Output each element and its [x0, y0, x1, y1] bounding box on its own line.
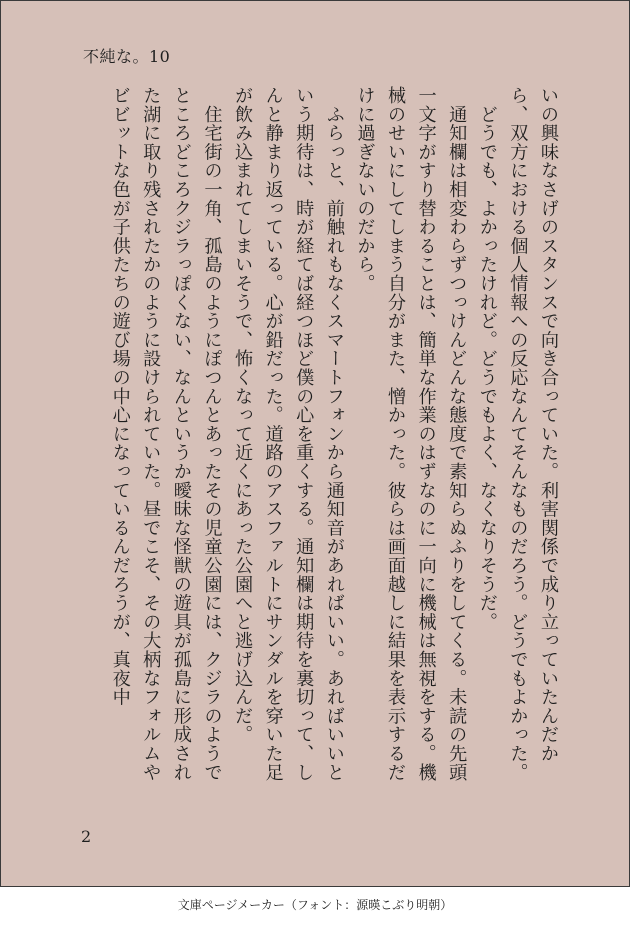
page-number: 2	[81, 827, 92, 846]
paragraph: ふらっと、前触れもなくスマートフォンから通知音があればいい。あればいいという期待は、時が経てば経つほど僕の心を重くする。通知欄は期待を裏切って、しんと静まり返っている。心が鉛だった。道路のアスファルトにサンダルを穿いた足が飲み込まれてしまいそうで、怖くなって近くにあった公園へと逃げ込んだ。	[232, 86, 345, 782]
paragraph: どうでも、よかったけれど。どうでもよく、なくなりそうだ。	[476, 86, 498, 632]
footer-credit: 文庫ページメーカー（フォント：源暎こぶり明朝）	[177, 898, 453, 912]
paragraph: 通知欄は相変わらずつっけんどんな態度で素知らぬふりをしてくる。未読の先頭一文字がすり替わることは、簡単な作業のはずなのに一向に機械は無視をする。機械のせいにしてしまう自分がまた、憎かった。彼らは画面越しに結果を表示するだけに過ぎないのだから。	[354, 86, 468, 782]
paragraph: いの興味なさげのスタンスで向き合っていた。利害関係で成り立っていたんだから、双方における個人情報への反応なんてそんなものだろう。どうでもよかった。	[507, 86, 559, 782]
vertical-body-text	[75, 86, 563, 791]
chapter-title: 不純な。10	[83, 47, 171, 66]
paragraph: 住宅街の一角、孤島のようにぽつんとあったその児童公園には、クジラのようでところどころクジラっぽくない、なんというか曖昧な怪獣の遊具が孤島に形成された湖に取り残されたかのように設けられていた。昼でこそ、その大柄なフォルムやビビットな色が子供たちの遊び場の中心になっているんだろうが、真夜中	[109, 86, 223, 782]
